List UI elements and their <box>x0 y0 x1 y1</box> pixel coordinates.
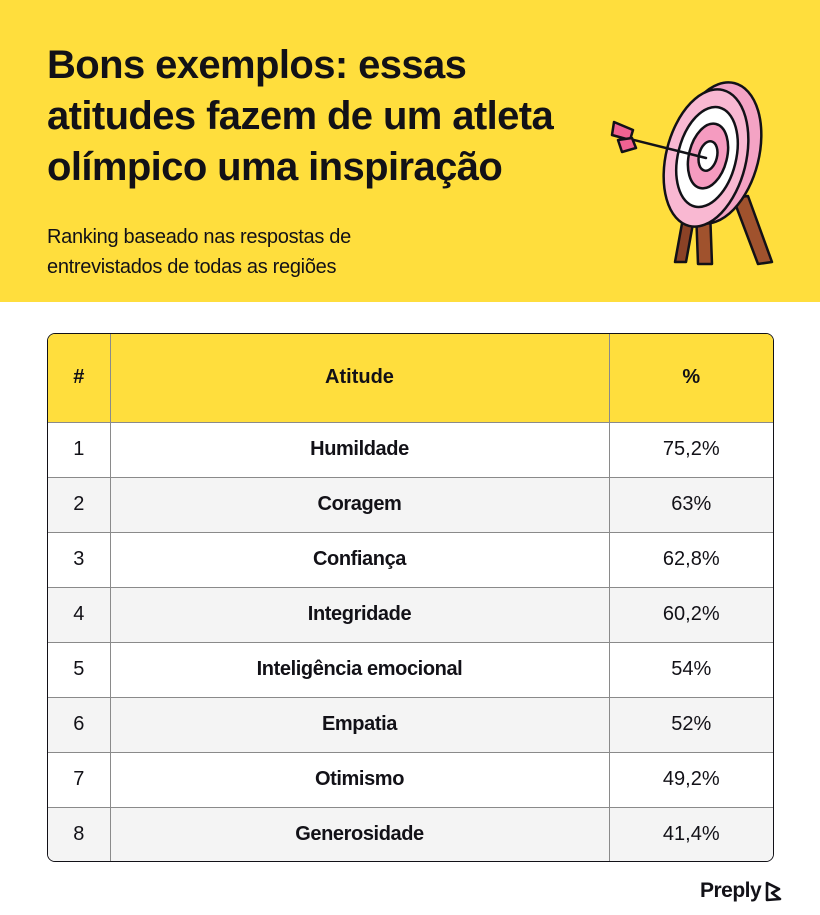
percent-cell: 52% <box>609 697 773 752</box>
rank-cell: 7 <box>48 752 110 807</box>
percent-cell: 41,4% <box>609 807 773 862</box>
rank-cell: 3 <box>48 532 110 587</box>
attitude-cell: Humildade <box>110 422 609 477</box>
table-row <box>48 807 773 862</box>
rank-cell: 6 <box>48 697 110 752</box>
table-header-row <box>48 334 773 422</box>
attitude-cell: Confiança <box>110 532 609 587</box>
rank-cell: 1 <box>48 422 110 477</box>
attitude-cell: Otimismo <box>110 752 609 807</box>
table-row <box>48 642 773 697</box>
ranking-table <box>47 333 774 862</box>
preply-logo-icon <box>764 879 784 903</box>
table-row <box>48 477 773 532</box>
page-subtitle: Ranking baseado nas respostas de entrevistados de todas as regiões <box>47 226 351 278</box>
column-header-percent: % <box>609 334 773 422</box>
rank-cell: 8 <box>48 807 110 862</box>
column-header-rank: # <box>48 334 110 422</box>
table-row <box>48 752 773 807</box>
percent-cell: 62,8% <box>609 532 773 587</box>
percent-cell: 60,2% <box>609 587 773 642</box>
attitude-cell: Inteligência emocional <box>110 642 609 697</box>
percent-cell: 63% <box>609 477 773 532</box>
brand-name: Preply <box>700 879 762 902</box>
attitude-cell: Coragem <box>110 477 609 532</box>
rank-cell: 4 <box>48 587 110 642</box>
percent-cell: 54% <box>609 642 773 697</box>
header-banner <box>0 0 820 302</box>
target-with-arrow-icon <box>600 78 790 268</box>
table-row <box>48 697 773 752</box>
rank-cell: 2 <box>48 477 110 532</box>
preply-logo <box>700 876 784 906</box>
percent-cell: 75,2% <box>609 422 773 477</box>
table-row <box>48 532 773 587</box>
table-row <box>48 587 773 642</box>
rank-cell: 5 <box>48 642 110 697</box>
table-row <box>48 422 773 477</box>
column-header-attitude: Atitude <box>110 334 609 422</box>
attitude-cell: Generosidade <box>110 807 609 862</box>
attitude-cell: Integridade <box>110 587 609 642</box>
page-title: Bons exemplos: essas atitudes fazem de um atleta olímpico uma inspiração <box>47 43 554 189</box>
attitude-cell: Empatia <box>110 697 609 752</box>
percent-cell: 49,2% <box>609 752 773 807</box>
